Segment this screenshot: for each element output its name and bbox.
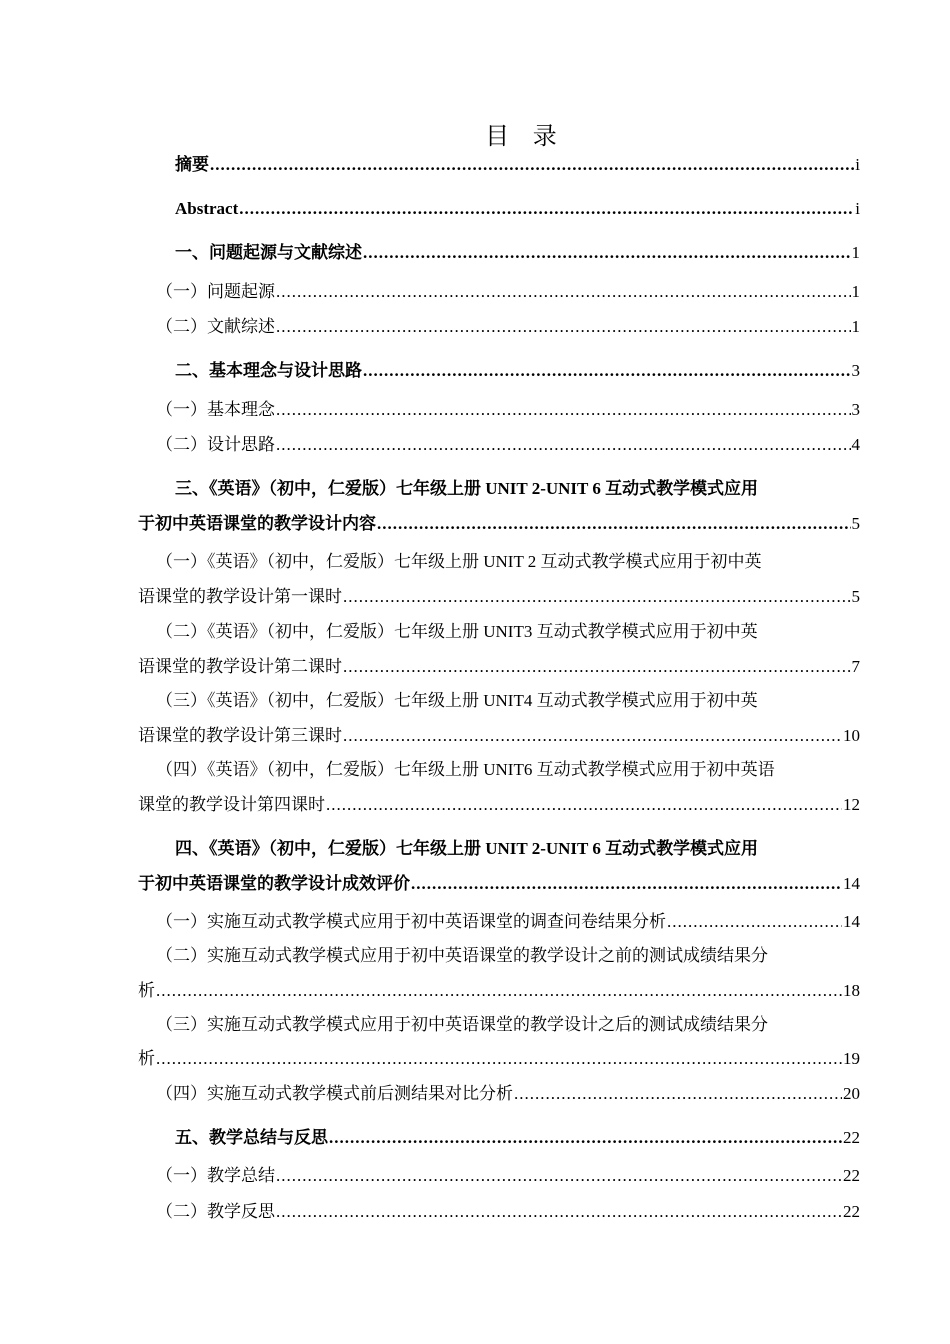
dot-leader xyxy=(343,655,851,679)
toc-entry-label: （一）实施互动式教学模式应用于初中英语课堂的调查问卷结果分析 xyxy=(156,912,666,931)
toc-entry-2-2[interactable] xyxy=(138,433,860,457)
toc-entry-label: 析 xyxy=(138,981,155,1000)
dot-leader xyxy=(329,1126,842,1150)
toc-entry-3-1[interactable] xyxy=(138,585,860,609)
toc-page-number: 18 xyxy=(843,981,860,1000)
toc-entry-label: 于初中英语课堂的教学设计内容 xyxy=(138,514,376,533)
toc-page-number: 20 xyxy=(843,1084,860,1103)
toc-entry-label: Abstract xyxy=(175,199,239,218)
dot-leader xyxy=(667,910,842,934)
toc-entry-label: 五、教学总结与反思 xyxy=(175,1128,328,1147)
toc-entry-label: 析 xyxy=(138,1049,155,1068)
toc-entry-chapter-2[interactable] xyxy=(138,359,860,383)
toc-page-number: i xyxy=(855,155,860,174)
toc-page-number: 7 xyxy=(851,657,860,676)
toc-entry-label: （二）文献综述 xyxy=(156,317,275,336)
toc-page-number: 14 xyxy=(843,912,860,931)
toc-entry-chapter-1[interactable] xyxy=(138,241,860,265)
dot-leader xyxy=(411,872,842,896)
toc-page-number: 1 xyxy=(851,282,860,301)
toc-entry-3-1-line1[interactable]: （一）《英语》（初中，仁爱版）七年级上册 UNIT 2 互动式教学模式应用于初中英 xyxy=(156,552,762,571)
toc-entry-4-4[interactable] xyxy=(138,1082,860,1106)
toc-entry-chapter-3[interactable] xyxy=(138,512,860,536)
toc-entry-label: 二、基本理念与设计思路 xyxy=(175,361,362,380)
toc-entry-chapter-5[interactable] xyxy=(138,1126,860,1150)
toc-page-number: 22 xyxy=(843,1166,860,1185)
toc-entry-1-2[interactable] xyxy=(138,315,860,339)
toc-entry-chapter-4[interactable] xyxy=(138,872,860,896)
toc-entry-label: （一）问题起源 xyxy=(156,282,275,301)
toc-entry-5-1[interactable] xyxy=(138,1164,860,1188)
toc-page-number: 3 xyxy=(851,361,860,380)
toc-entry-label: （四）实施互动式教学模式前后测结果对比分析 xyxy=(156,1084,513,1103)
toc-page-number: 12 xyxy=(843,795,860,814)
toc-entry-3-3[interactable] xyxy=(138,724,860,748)
toc-entry-3-4[interactable] xyxy=(138,793,860,817)
toc-entry-label: 语课堂的教学设计第三课时 xyxy=(138,726,342,745)
dot-leader xyxy=(156,1047,842,1071)
toc-page-number: 1 xyxy=(851,317,860,336)
toc-page-number: 5 xyxy=(851,514,860,533)
dot-leader xyxy=(363,241,851,265)
dot-leader xyxy=(326,793,842,817)
toc-entry-label: 课堂的教学设计第四课时 xyxy=(138,795,325,814)
toc-page-number: 10 xyxy=(843,726,860,745)
toc-page-number: 3 xyxy=(851,400,860,419)
toc-entry-4-3-line1[interactable]: （三）实施互动式教学模式应用于初中英语课堂的教学设计之后的测试成绩结果分 xyxy=(156,1015,768,1034)
toc-entry-3-4-line1[interactable]: （四）《英语》（初中，仁爱版）七年级上册 UNIT6 互动式教学模式应用于初中英语 xyxy=(156,760,775,779)
toc-entry-label: 摘要 xyxy=(175,155,209,174)
toc-page-number: i xyxy=(855,199,860,218)
dot-leader xyxy=(276,1200,842,1224)
toc-entry-3-2-line1[interactable]: （二）《英语》（初中，仁爱版）七年级上册 UNIT3 互动式教学模式应用于初中英 xyxy=(156,622,758,641)
toc-entry-label: 一、问题起源与文献综述 xyxy=(175,243,362,262)
toc-entry-3-2[interactable] xyxy=(138,655,860,679)
dot-leader xyxy=(276,1164,842,1188)
toc-entry-label: 语课堂的教学设计第二课时 xyxy=(138,657,342,676)
toc-page-number: 22 xyxy=(843,1128,860,1147)
toc-page-number: 4 xyxy=(851,435,860,454)
dot-leader xyxy=(343,585,851,609)
dot-leader xyxy=(156,979,842,1003)
toc-entry-chapter-3-line1[interactable]: 三、《英语》（初中，仁爱版）七年级上册 UNIT 2-UNIT 6 互动式教学模式应用 xyxy=(175,479,759,498)
toc-entry-abstract-zh[interactable] xyxy=(138,153,860,177)
dot-leader xyxy=(363,359,851,383)
dot-leader xyxy=(276,280,851,304)
toc-entry-label: （一）基本理念 xyxy=(156,400,275,419)
toc-entry-4-1[interactable] xyxy=(138,910,860,934)
toc-entry-label: 于初中英语课堂的教学设计成效评价 xyxy=(138,874,410,893)
toc-page-number: 5 xyxy=(851,587,860,606)
dot-leader xyxy=(377,512,851,536)
toc-page-number: 19 xyxy=(843,1049,860,1068)
dot-leader xyxy=(343,724,842,748)
toc-page-number: 22 xyxy=(843,1202,860,1221)
toc-entry-label: 语课堂的教学设计第一课时 xyxy=(138,587,342,606)
toc-entry-label: （二）设计思路 xyxy=(156,435,275,454)
toc-entry-label: （二）教学反思 xyxy=(156,1202,275,1221)
toc-entry-abstract-en[interactable] xyxy=(138,197,860,221)
dot-leader xyxy=(239,197,854,221)
toc-entry-chapter-4-line1[interactable]: 四、《英语》（初中，仁爱版）七年级上册 UNIT 2-UNIT 6 互动式教学模式应用 xyxy=(175,839,759,858)
toc-entry-5-2[interactable] xyxy=(138,1200,860,1224)
toc-entry-4-3[interactable] xyxy=(138,1047,860,1071)
toc-entry-3-3-line1[interactable]: （三）《英语》（初中，仁爱版）七年级上册 UNIT4 互动式教学模式应用于初中英 xyxy=(156,691,758,710)
dot-leader xyxy=(210,153,854,177)
dot-leader xyxy=(276,315,851,339)
toc-entry-label: （一）教学总结 xyxy=(156,1166,275,1185)
toc-entry-1-1[interactable] xyxy=(138,280,860,304)
toc-title: 目 录 xyxy=(485,122,565,150)
dot-leader xyxy=(276,433,851,457)
dot-leader xyxy=(276,398,851,422)
toc-entry-2-1[interactable] xyxy=(138,398,860,422)
toc-page-number: 14 xyxy=(843,874,860,893)
dot-leader xyxy=(514,1082,842,1106)
toc-entry-4-2[interactable] xyxy=(138,979,860,1003)
toc-entry-4-2-line1[interactable]: （二）实施互动式教学模式应用于初中英语课堂的教学设计之前的测试成绩结果分 xyxy=(156,946,768,965)
toc-page-number: 1 xyxy=(851,243,860,262)
